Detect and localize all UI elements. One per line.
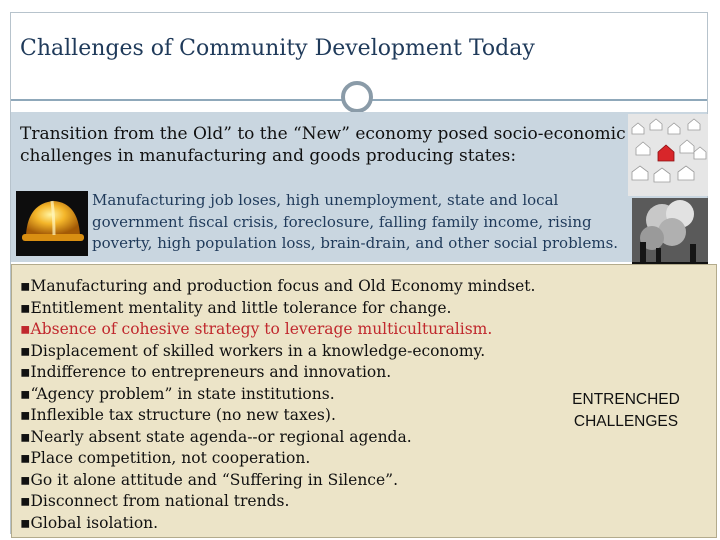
list-item: ▪Disconnect from national trends.	[20, 492, 290, 510]
side-label-line: CHALLENGES	[573, 413, 679, 430]
list-item: ▪“Agency problem” in state institutions.	[20, 384, 335, 403]
slide-title: Challenges of Community Development Today	[20, 36, 535, 61]
list-item-highlighted: ▪Absence of cohesive strategy to leverage multiculturalism.	[20, 320, 493, 338]
list-item: ▪Global isolation.	[20, 513, 159, 532]
divider-ring-icon	[341, 81, 373, 113]
list-item: ▪Go it alone attitude and “Suffering in Silence”.	[20, 470, 399, 489]
list-item: ▪Displacement of skilled workers in a knowledge-economy.	[20, 341, 486, 360]
list-item: ▪Place competition, not cooperation.	[20, 449, 311, 467]
entrenched-challenges-label	[544, 389, 708, 433]
list-item: ▪Entitlement mentality and little tolerance for change.	[20, 298, 452, 317]
side-label-line: ENTRENCHED	[572, 391, 680, 408]
list-item: ▪Manufacturing and production focus and Old Economy mindset.	[20, 277, 536, 295]
list-item: ▪Indifference to entrepreneurs and innovation.	[20, 363, 392, 381]
houses-image	[628, 114, 708, 196]
list-item: ▪Nearly absent state agenda--or regional agenda.	[20, 427, 412, 446]
hard-hat-image	[16, 191, 88, 256]
list-item: ▪Inflexible tax structure (no new taxes).	[20, 406, 336, 424]
smokestack-image	[632, 198, 708, 270]
economic-problems-text: Manufacturing job loses, high unemployment, state and local government fiscal crisis, foreclosure, falling family income, rising poverty, high population loss, brain-drain, and other social problems.	[92, 191, 619, 252]
intro-text: Transition from the Old” to the “New” economy posed socio-economic challenges in manufacturing and goods producing states:	[20, 124, 626, 166]
challenges-list	[20, 276, 535, 534]
